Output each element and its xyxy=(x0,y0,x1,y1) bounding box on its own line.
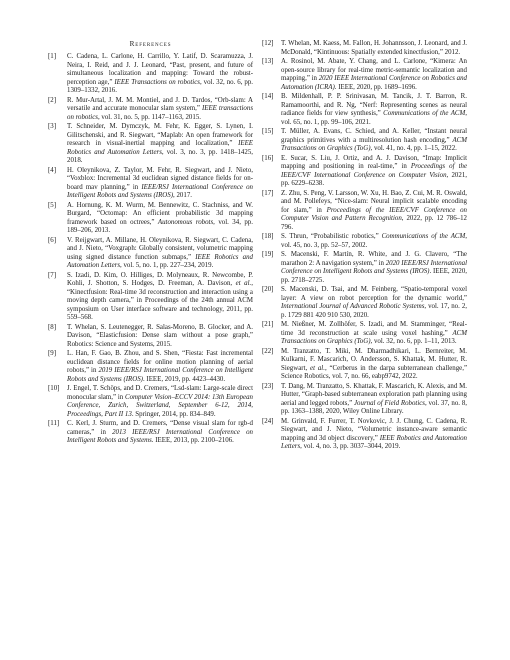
reference-number: [24] xyxy=(262,417,274,425)
reference-details: . IEEE, 2013, pp. 2100–2106. xyxy=(151,437,234,444)
reference-number: [8] xyxy=(48,323,57,331)
reference-number: [9] xyxy=(48,350,57,357)
reference-text: L. Han, F. Gao, B. Zhou, and S. Shen, “Fiesta: Fast incremental euclidean distance fields for online motion planning of aerial robots,” in xyxy=(67,350,253,374)
reference-entry xyxy=(262,128,467,154)
reference-venue: IEEE Robotics and Automation Letters xyxy=(67,253,253,269)
reference-text: H. Oleynikova, Z. Taylor, M. Fehr, R. Siegwart, and J. Nieto, “Voxblox: Incremental 3d euclidean signed distance fields for on-board mav planning,” in xyxy=(67,166,253,191)
reference-details: , 2017. xyxy=(173,192,192,199)
reference-entry xyxy=(262,286,467,320)
reference-details: , “Kinectfusion: Real-time 3d reconstruction and interaction using a moving depth camera,” in Proceedings of the 24th annual ACM symposium on User interface software and technology, 2011, pp. 559–568. xyxy=(67,280,253,321)
reference-entry xyxy=(262,233,467,250)
reference-venue: Proceedings of the IEEE/CVF International Conference on Computer Vision xyxy=(281,163,468,179)
reference-venue: et al. xyxy=(310,364,325,372)
reference-number: [10] xyxy=(48,385,60,392)
reference-venue: IEEE transactions on robotics xyxy=(67,105,253,121)
reference-venue: IEEE/RSJ International Conference on Intelligent Robots and Systems (IROS) xyxy=(67,183,253,199)
reference-number: [15] xyxy=(262,128,274,135)
reference-details: , 2021, pp. 6229–6238. xyxy=(281,171,467,187)
reference-number: [20] xyxy=(262,286,274,293)
reference-entry xyxy=(262,190,467,233)
reference-entry xyxy=(262,93,467,127)
reference-details: , vol. 5, no. 1, pp. 227–234, 2019. xyxy=(120,262,214,269)
reference-text: S. Macenski, D. Tsai, and M. Feinberg, “Spatio-temporal voxel layer: A view on robot perception for the dynamic world,” xyxy=(281,286,467,302)
reference-number: [13] xyxy=(262,58,274,65)
reference-venue: Communications of the ACM xyxy=(381,233,466,240)
reference-venue: et al. xyxy=(235,280,252,287)
reference-number: [1] xyxy=(48,53,57,60)
reference-venue: International Journal of Advanced Robotic Systems xyxy=(281,303,425,310)
reference-text: S. Macenski, F. Martín, R. White, and J. G. Clavero, “The marathon 2: A navigation system,” in xyxy=(281,251,467,267)
reference-text: A. Hornung, K. M. Wurm, M. Bennewitz, C. Stachniss, and W. Burgard, “Octomap: An efficient probabilistic 3d mapping framework based on octrees,” xyxy=(67,201,253,226)
reference-text: T. Whelan, M. Kaess, M. Fallon, H. Johannsson, J. Leonard, and J. McDonald, “Kintinuous: Spatially extended kinectfusion,” 2012. xyxy=(281,40,467,56)
left-column xyxy=(48,40,253,447)
reference-text: B. Mildenhall, P. P. Srinivasan, M. Tancik, J. T. Barron, R. Ramamoorthi, and R. Ng, “Nerf: Representing scenes as neural radiance fields for view synthesis,” xyxy=(281,93,467,117)
reference-venue: Communications of the ACM xyxy=(383,110,466,117)
reference-entry xyxy=(48,53,253,96)
reference-entry xyxy=(48,202,253,236)
reference-details: , vol. 4, no. 3, pp. 3037–3044, 2019. xyxy=(300,443,401,450)
reference-text: T. Schneider, M. Dymczyk, M. Fehr, K. Egger, S. Lynen, I. Gilitschenski, and R. Siegwart, “Maplab: An open framework for research in visual-inertial mapping and localization,” xyxy=(67,123,253,147)
reference-number: [16] xyxy=(262,154,274,162)
reference-venue: Autonomous robots xyxy=(157,218,214,226)
reference-details: , vol. 37, no. 8, pp. 1363–1388, 2020, Wiley Online Library. xyxy=(281,399,467,415)
reference-number: [3] xyxy=(48,123,57,130)
reference-text: S. Izadi, D. Kim, O. Hilliges, D. Molyneaux, R. Newcombe, P. Kohli, J. Shotton, S. Hodges, D. Freeman, A. Davison, xyxy=(67,271,253,287)
reference-number: [21] xyxy=(262,321,274,328)
reference-text: A. Rosinol, M. Abate, Y. Chang, and L. Carlone, “Kimera: An open-source library for real-time metric-semantic localization and mapping,” in xyxy=(281,58,467,82)
reference-details: , vol. 45, no. 3, pp. 52–57, 2002. xyxy=(281,233,467,249)
reference-details: . IEEE, 2020, pp. 1689–1696. xyxy=(334,83,417,91)
reference-entry xyxy=(48,385,253,419)
reference-entry xyxy=(262,383,467,417)
reference-number: [7] xyxy=(48,271,57,279)
reference-venue: Journal of Field Robotics xyxy=(354,399,425,407)
reference-number: [19] xyxy=(262,251,274,258)
reference-number: [12] xyxy=(262,40,274,47)
reference-venue: 2013 IEEE/RSJ International Conference on Intelligent Robots and Systems xyxy=(67,428,253,444)
reference-entry xyxy=(48,237,253,271)
reference-details: , vol. 3, no. 3, pp. 1418–1425, 2018. xyxy=(67,148,253,164)
reference-list-left xyxy=(48,53,253,446)
references-heading: References xyxy=(129,40,172,48)
reference-entry xyxy=(48,420,253,446)
reference-text: M. Nießner, M. Zollhöfer, S. Izadi, and M. Stamminger, “Real-time 3d reconstruction at scale using voxel hashing,” xyxy=(281,321,467,337)
reference-details: , 2022, pp. 12 786–12 796. xyxy=(281,215,467,231)
reference-entry xyxy=(262,418,467,452)
reference-entry xyxy=(262,251,467,285)
reference-list-right xyxy=(262,40,467,452)
reference-text: M. Grinvald, F. Furrer, T. Novkovic, J. J. Chung, C. Cadena, R. Siegwart, and J. Nieto, “Volumetric instance-aware semantic mapping and 3d object discovery,” xyxy=(281,417,467,442)
reference-text: T. Dang, M. Tranzatto, S. Khattak, F. Mascarich, K. Alexis, and M. Hutter, “Graph-based subterranean exploration path planning using aerial and legged robots,” xyxy=(281,382,467,407)
reference-entry xyxy=(262,321,467,347)
reference-text: E. Sucar, S. Liu, J. Ortiz, and A. J. Davison, “Imap: Implicit mapping and positioning in real-time,” in xyxy=(281,154,467,170)
right-column xyxy=(262,40,467,453)
reference-venue: 2019 IEEE/RSJ International Conference on Intelligent Robots and Systems (IROS) xyxy=(67,367,253,383)
reference-text: R. Mur-Artal, J. M. M. Montiel, and J. D. Tardos, “Orb-slam: A versatile and accurate monocular slam system,” xyxy=(67,96,253,112)
reference-entry xyxy=(262,58,467,92)
reference-text: T. Whelan, S. Leutenegger, R. Salas-Moreno, B. Glocker, and A. Davison, “Elasticfusion: Dense slam without a pose graph,” Robotics: Science and Systems, 2015. xyxy=(67,323,253,348)
reference-number: [4] xyxy=(48,166,57,174)
reference-text: C. Cadena, L. Carlone, H. Carrillo, Y. Latif, D. Scaramuzza, J. Neira, I. Reid, and J. J. Leonard, “Past, present, and future of simultaneous localization and mapping: Toward the robust-perception age,” xyxy=(67,53,253,86)
reference-number: [2] xyxy=(48,96,57,104)
reference-entry xyxy=(262,40,467,57)
reference-text: M. Tranzatto, T. Miki, M. Dharmadhikari, L. Bernreiter, M. Kulkarni, F. Mascarich, O. Andersson, S. Khattak, M. Hutter, R. Siegwart, xyxy=(281,347,467,372)
reference-details: . IEEE, 2019, pp. 4423–4430. xyxy=(142,375,226,383)
reference-entry xyxy=(48,123,253,166)
reference-number: [23] xyxy=(262,382,274,390)
reference-venue: IEEE Robotics and Automation Letters xyxy=(67,140,253,156)
reference-entry xyxy=(262,155,467,189)
reference-details: , vol. 34, pp. 189–206, 2013. xyxy=(67,218,253,234)
reference-text: C. Kerl, J. Sturm, and D. Cremers, “Dense visual slam for rgb-d cameras,” in xyxy=(67,420,253,436)
reference-venue: 2020 IEEE International Conference on Robotics and Automation (ICRA) xyxy=(281,75,468,91)
reference-entry xyxy=(48,350,253,384)
reference-text: T. Müller, A. Evans, C. Schied, and A. Keller, “Instant neural graphics primitives with a multiresolution hash encoding,” xyxy=(281,128,467,144)
reference-number: [18] xyxy=(262,233,274,240)
reference-details: , vol. 32, no. 6, pp. 1309–1332, 2016. xyxy=(67,78,254,94)
reference-entry xyxy=(262,348,467,382)
reference-details: , vol. 32, no. 6, pp. 1–11, 2013. xyxy=(370,338,457,345)
reference-text: Z. Zhu, S. Peng, V. Larsson, W. Xu, H. Bao, Z. Cui, M. R. Oswald, and M. Pollefeys, “Nice-slam: Neural implicit scalable encoding for slam,” in xyxy=(281,189,467,214)
reference-entry xyxy=(48,167,253,201)
reference-number: [5] xyxy=(48,201,57,209)
reference-text: V. Reijgwart, A. Millane, H. Oleynikova, R. Siegwart, C. Cadena, and J. Nieto, “Voxgraph: Globally consistent, volumetric mapping using signed distance function submaps,” xyxy=(67,236,253,261)
reference-number: [22] xyxy=(262,347,274,355)
reference-venue: ACM Transactions on Graphics (ToG) xyxy=(281,136,467,152)
reference-entry xyxy=(48,97,253,123)
reference-number: [11] xyxy=(48,420,60,427)
reference-details: , “Cerberus in the darpa subterranean challenge,” Science Robotics, vol. 7, no. 66, eabp9742, 2022. xyxy=(281,364,467,380)
reference-venue: 2020 IEEE/RSJ International Conference on Intelligent Robots and Systems (IROS) xyxy=(281,259,467,275)
reference-venue: IEEE Robotics and Automation Letters xyxy=(281,434,467,450)
reference-details: , vol. 17, no. 2, p. 1729 881 420 910 530, 2020. xyxy=(281,303,467,319)
reference-details: , vol. 31, no. 5, pp. 1147–1163, 2015. xyxy=(97,113,201,121)
reference-entry xyxy=(48,324,253,350)
reference-venue: Proceedings of the IEEE/CVF Conference on Computer Vision and Pattern Recognition xyxy=(281,206,468,222)
reference-text: S. Thrun, “Probabilistic robotics,” xyxy=(281,233,382,240)
reference-details: . Springer, 2014, pp. 834–849. xyxy=(131,410,216,418)
reference-entry xyxy=(48,272,253,323)
reference-details: , vol. 65, no. 1, pp. 99–106, 2021. xyxy=(281,110,468,126)
reference-venue: IEEE Transactions on robotics xyxy=(114,78,200,86)
reference-venue: ACM Transactions on Graphics (ToG) xyxy=(281,329,467,345)
reference-number: [14] xyxy=(262,93,274,100)
reference-text: J. Engel, T. Schöps, and D. Cremers, “Lsd-slam: Large-scale direct monocular slam,” in xyxy=(67,385,253,401)
reference-number: [17] xyxy=(262,189,274,197)
reference-number: [6] xyxy=(48,236,57,244)
reference-details: , vol. 41, no. 4, pp. 1–15, 2022. xyxy=(370,145,457,152)
reference-details: . IEEE, 2020, pp. 2718–2725. xyxy=(281,268,467,284)
reference-venue: Computer Vision–ECCV 2014: 13th European Conference, Zurich, Switzerland, September 6-12, 2014, Proceedings, Part II 13 xyxy=(67,393,253,418)
